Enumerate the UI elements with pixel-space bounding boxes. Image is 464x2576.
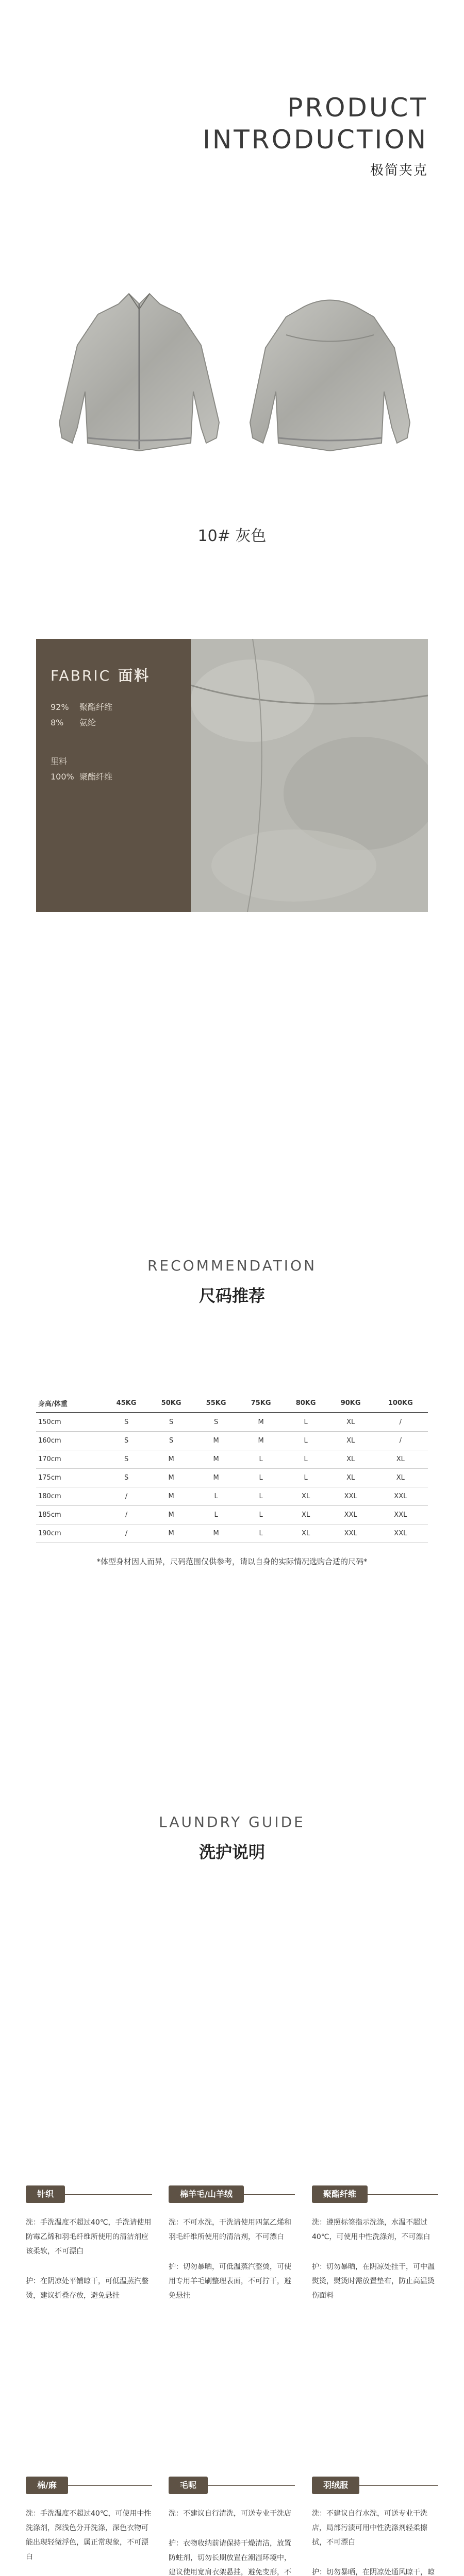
- laundry-item-title: 棉羊毛/山羊绒: [169, 2185, 244, 2203]
- laundry-heading-cn: 洗护说明: [198, 1842, 265, 1862]
- intro-title-line2: INTRODUCTION: [203, 125, 428, 155]
- table-row: 185cm / M L L XL XXL XXL: [36, 1506, 428, 1524]
- fabric-outer-row: 92% 聚酯纤维: [51, 702, 113, 712]
- intro-title: [203, 92, 428, 156]
- fabric-outer-row: 8% 氨纶: [51, 718, 96, 727]
- fabric-heading-cn: 面料: [118, 667, 151, 684]
- laundry-item-title: 棉/麻: [26, 2477, 68, 2494]
- table-row: 180cm / M L L XL XXL XXL: [36, 1487, 428, 1506]
- table-row: 190cm / M M L XL XXL XXL: [36, 1524, 428, 1543]
- intro-title-line1: PRODUCT: [287, 93, 428, 123]
- color-label: 10# 灰色: [197, 527, 267, 545]
- intro-subtitle: 极简夹克: [370, 163, 428, 178]
- laundry-item-down: 羽绒服 洗：不建议自行水洗，可送专业干洗店，局部污渍可用中性洗涤剂轻柔擦拭，不可漂白 护：切勿暴晒，在阴凉处通风晾干，晾: [312, 2476, 438, 2576]
- fabric-panel: [36, 639, 428, 912]
- laundry-item-title: 羽绒服: [312, 2477, 359, 2494]
- fabric-info: [36, 639, 191, 912]
- laundry-item-wool: 棉羊毛/山羊绒 洗：不可水洗，干洗请使用四氯乙烯和羽毛纤维所使用的清洁剂，不可漂白 护：切勿暴晒，可低温蒸汽整烫，可使用专用羊毛刷整理表面，不可拧干，避免悬挂: [169, 2184, 295, 2318]
- size-note: *体型身材因人而异，尺码范围仅供参考，请以自身的实际情况选购合适的尺码*: [96, 1557, 368, 1566]
- table-row: 160cm S S M M L XL /: [36, 1432, 428, 1450]
- size-heading-cn: 尺码推荐: [198, 1286, 265, 1306]
- size-table: [36, 1394, 428, 1543]
- fabric-lining-row: 100% 聚酯纤维: [51, 772, 113, 782]
- fabric-heading-en: FABRIC: [51, 667, 111, 684]
- laundry-item-title: 针织: [26, 2185, 65, 2203]
- laundry-item-polyester: 聚酯纤维 洗：遵照标签指示洗涤，水温不超过40℃，可使用中性洗涤剂，不可漂白 护：切勿暴晒，在阴凉处挂干，可中温熨烫，熨烫时需放置垫布，防止高温烫伤面料: [312, 2184, 438, 2318]
- laundry-item-cotton-linen: 棉/麻 洗：手洗温度不超过40℃，可使用中性洗涤剂，深浅色分开洗涤，深色衣物可能出现轻微浮色，属正常现象，不可漂白: [26, 2476, 152, 2576]
- laundry-item-title: 聚酯纤维: [312, 2185, 368, 2203]
- table-row: 150cm S S S M L XL /: [36, 1413, 428, 1432]
- laundry-item-woolen: 毛呢 洗：不建议自行清洗，可送专业干洗店 护：衣物收纳前请保持干燥清洁，放置防蛀剂，切勿长期放置在潮湿环境中，建议使用宽肩衣架悬挂，避免变形，不: [169, 2476, 295, 2576]
- laundry-heading-en: LAUNDRY GUIDE: [159, 1814, 305, 1831]
- fabric-lining-label: 里料: [51, 756, 68, 766]
- fabric-closeup-image: [191, 639, 428, 912]
- laundry-item-knit: 针织 洗：手洗温度不超过40℃，手洗请使用防霉乙烯和羽毛纤维所使用的清洁剂应该柔软，不可漂白 护：在阴凉处平铺晾干，可低温蒸汽整烫，建议折叠存放，避免悬挂: [26, 2184, 152, 2318]
- laundry-item-title: 毛呢: [169, 2477, 208, 2494]
- table-row: 175cm S M M L L XL XL: [36, 1469, 428, 1487]
- jacket-front-image: [52, 289, 227, 459]
- size-table-header: 身高/体重 45KG 50KG 55KG 75KG 80KG 90KG 100KG: [36, 1394, 428, 1413]
- fabric-heading: [51, 665, 150, 685]
- table-row: 170cm S M M L L XL XL: [36, 1450, 428, 1469]
- size-heading-en: RECOMMENDATION: [147, 1257, 317, 1274]
- jacket-back-image: [242, 289, 418, 459]
